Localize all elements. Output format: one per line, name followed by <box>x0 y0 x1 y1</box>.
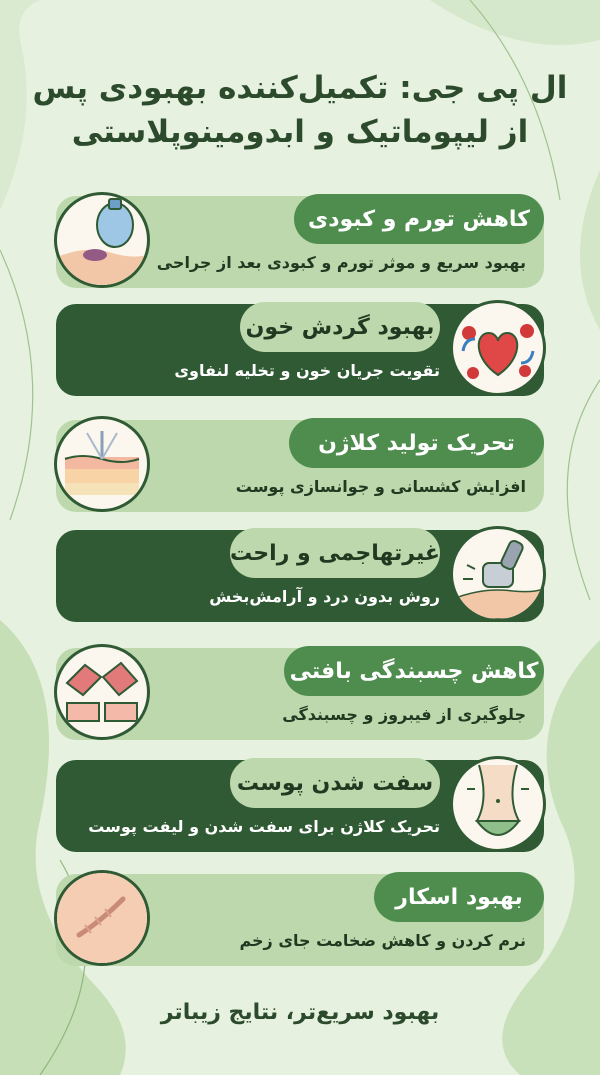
benefit-heading: کاهش تورم و کبودی <box>294 194 544 244</box>
ice-pack-icon <box>54 192 150 288</box>
benefit-description: روش بدون درد و آرامش‌بخش <box>209 586 440 606</box>
benefit-description: جلوگیری از فیبروز و چسبندگی <box>282 704 526 724</box>
benefit-heading: سفت شدن پوست <box>230 758 440 808</box>
benefit-heading: غیرتهاجمی و راحت <box>230 528 440 578</box>
benefit-description: افزایش کشسانی و جوانسازی پوست <box>235 476 526 496</box>
footer-tagline: بهبود سریع‌تر، نتایج زیباتر <box>160 1000 440 1025</box>
benefit-heading: بهبود اسکار <box>374 872 544 922</box>
benefit-card-collagen <box>56 420 544 512</box>
tissue-icon <box>54 644 150 740</box>
benefit-card-circulation <box>56 304 544 396</box>
page-title: ال پی جی: تکمیل‌کننده بهبودی پس از لیپوماتیک و ابدومینوپلاستی <box>32 70 568 150</box>
skin-collagen-icon <box>54 416 150 512</box>
benefit-description: نرم کردن و کاهش ضخامت جای زخم <box>239 930 526 950</box>
benefit-heading: تحریک تولید کلاژن <box>289 418 544 468</box>
benefit-card-scar <box>56 874 544 966</box>
benefit-heading: کاهش چسبندگی بافتی <box>284 646 544 696</box>
waist-icon <box>450 756 546 852</box>
benefit-card-adhesion <box>56 648 544 740</box>
heart-circulation-icon <box>450 300 546 396</box>
benefit-card-tightening <box>56 760 544 852</box>
scar-icon <box>54 870 150 966</box>
benefit-card-noninvasive <box>56 530 544 622</box>
benefit-card-swelling <box>56 196 544 288</box>
benefit-description: تحریک کلاژن برای سفت شدن و لیفت پوست <box>88 816 440 836</box>
massage-device-icon <box>450 526 546 622</box>
benefit-description: تقویت جریان خون و تخلیه لنفاوی <box>174 360 440 380</box>
benefit-heading: بهبود گردش خون <box>240 302 440 352</box>
benefit-description: بهبود سریع و موثر تورم و کبودی بعد از جراحی <box>156 252 526 272</box>
